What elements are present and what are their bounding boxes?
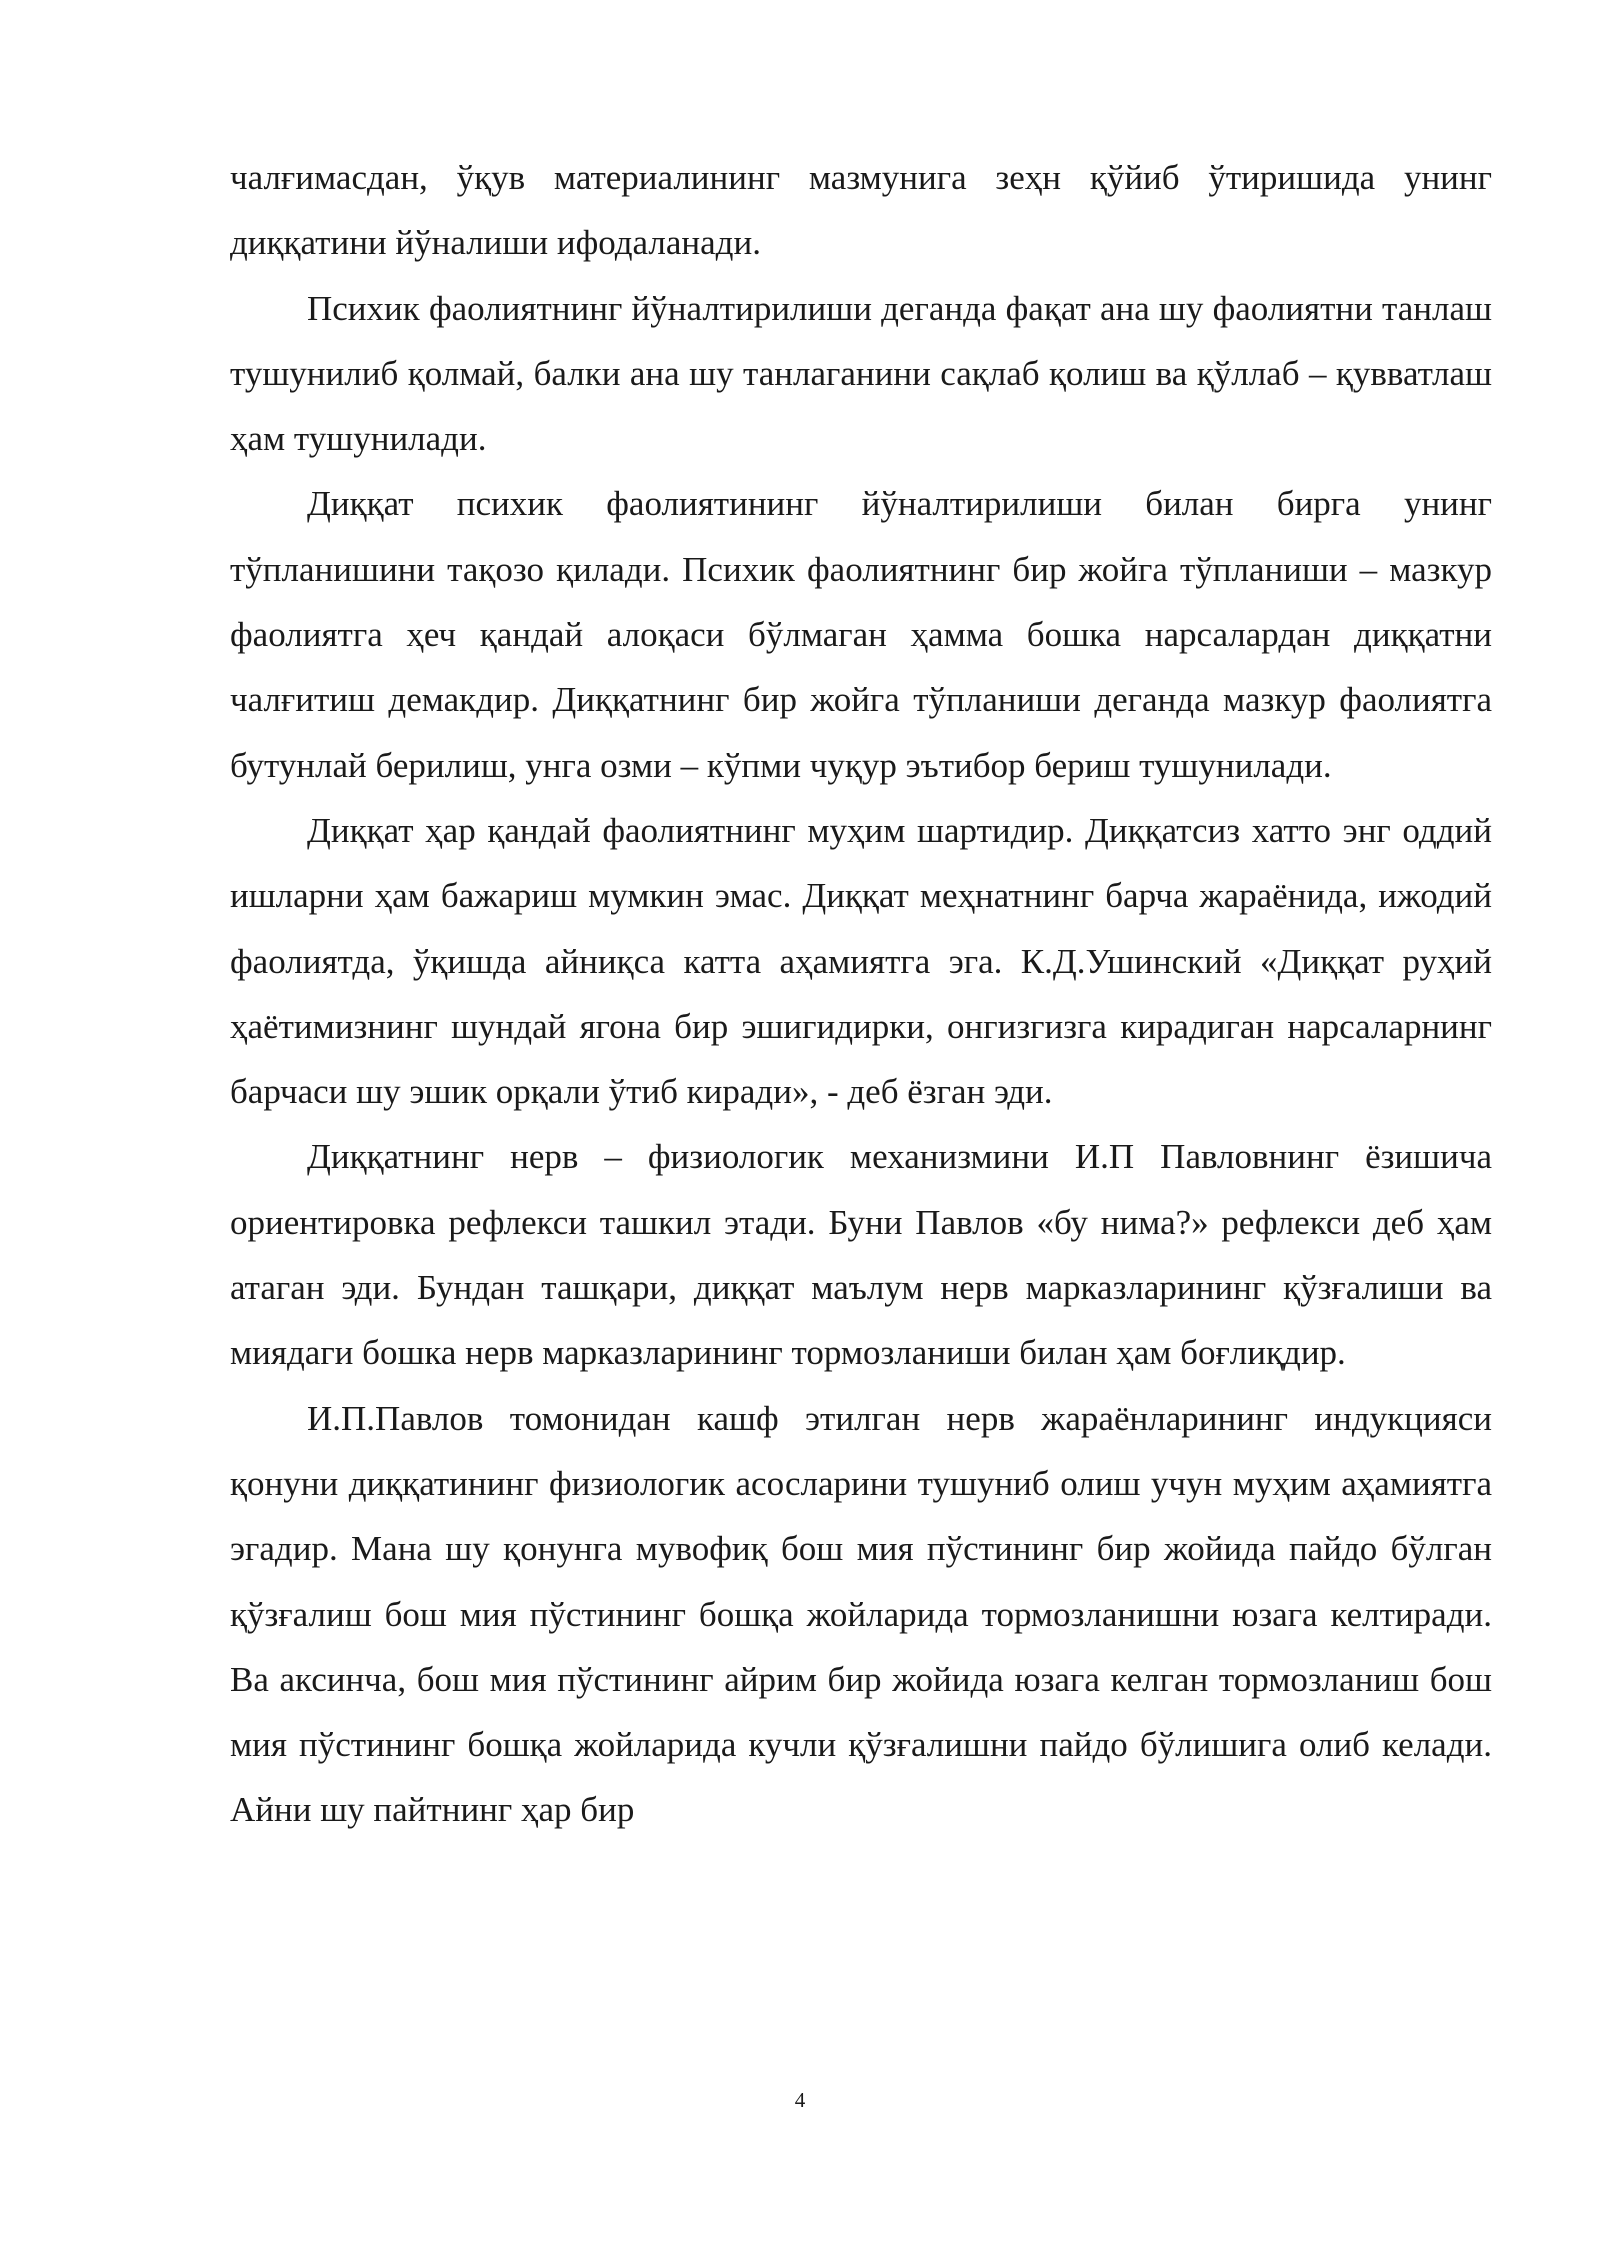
- document-body: [230, 145, 1492, 1843]
- paragraph-continued: чалғимасдан, ўқув материалининг мазмунига зеҳн қўйиб ўтиришида унинг диққатини йўналиши ифодаланади.: [230, 158, 1492, 263]
- paragraph-mechanism: Диққатнинг нерв – физиологик механизмини И.П Павловнинг ёзишича ориентировка рефлекси ташкил этади. Буни Павлов «бу нима?» рефлекси деб ҳам атаган эди. Бундан ташқари, диққат маълум нерв марказларининг қўзғалиши ва миядаги бошка нерв марказларининг тормозланиши билан ҳам боғлиқдир.: [230, 1137, 1492, 1373]
- paragraph-direction: Психик фаолиятнинг йўналтирилиши деганда фақат ана шу фаолиятни танлаш тушунилиб қолмай, балки ана шу танлаганини сақлаб қолиш ва қўллаб – қувватлаш ҳам тушунилади.: [230, 288, 1492, 459]
- paragraph-concentration: Диққат психик фаолиятининг йўналтирилиши билан бирга унинг тўпланишини тақозо қилади. Психик фаолиятнинг бир жойга тўпланиши – мазкур фаолиятга ҳеч қандай алоқаси бўлмаган ҳамма бошка нарсалардан диққатни чалғитиш демакдир. Диққатнинг бир жойга тўпланиши деганда мазкур фаолиятга бутунлай берилиш, унга озми – кўпми чуқур эътибор бериш тушунилади.: [230, 484, 1492, 785]
- page-number: 4: [794, 2088, 806, 2112]
- paragraph-importance: Диққат ҳар қандай фаолиятнинг муҳим шартидир. Диққатсиз хатто энг оддий ишларни ҳам бажариш мумкин эмас. Диққат меҳнатнинг барча жараёнида, ижодий фаолиятда, ўқишда айниқса катта аҳамиятга эга. К.Д.Ушинский «Диққат руҳий ҳаётимизнинг шундай ягона бир эшигидирки, онгизгизга кирадиган нарсаларнинг барчаси шу эшик орқали ўтиб киради», - деб ёзган эди.: [230, 810, 1492, 1112]
- paragraph-induction: И.П.Павлов томонидан кашф этилган нерв жараёнларининг индукцияси қонуни диққатининг физиологик асосларини тушуниб олиш учун муҳим аҳамиятга эгадир. Мана шу қонунга мувофиқ бош мия пўстининг бир жойида пайдо бўлган қўзғалиш бош мия пўстининг бошқа жойларида тормозланишни юзага келтиради. Ва аксинча, бош мия пўстининг айрим бир жойида юзага келган тормозланиш бош мия пўстининг бошқа жойларида кучли қўзғалишни пайдо бўлишига олиб келади. Айни шу пайтнинг ҳар бир: [230, 1398, 1492, 1830]
